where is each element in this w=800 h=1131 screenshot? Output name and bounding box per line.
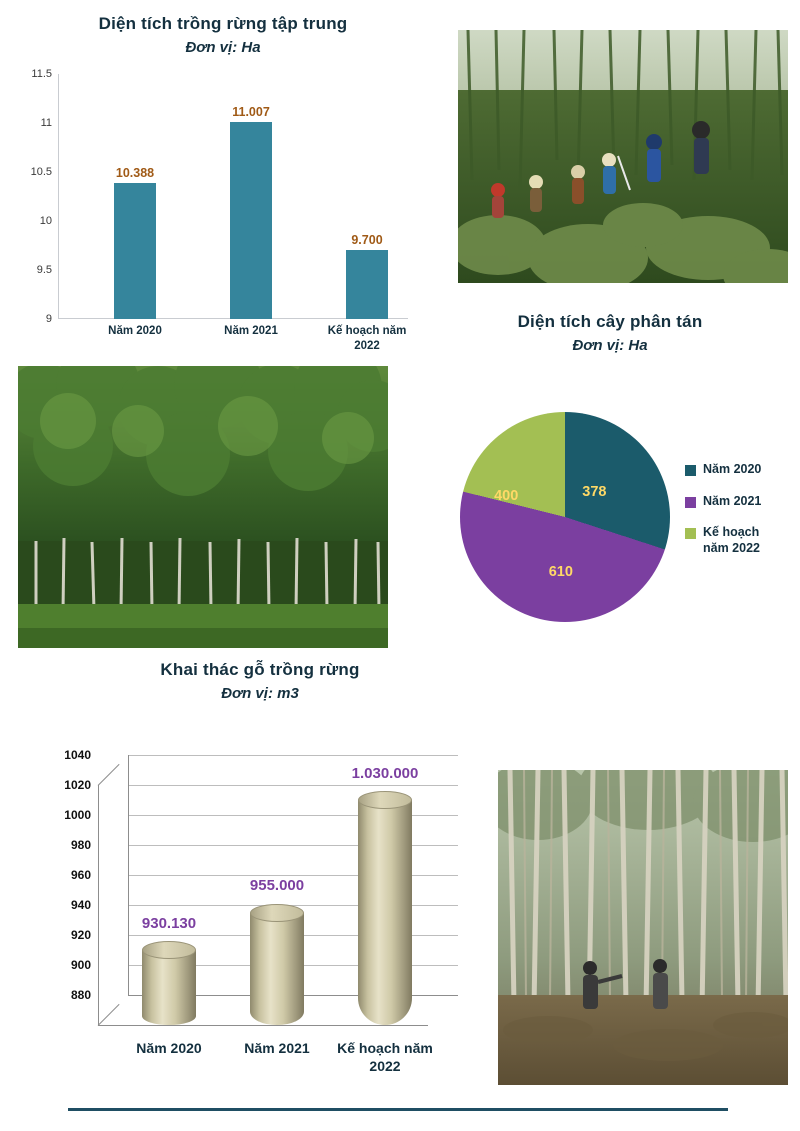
legend-item[interactable] <box>685 494 783 510</box>
chart1-bar-label: 10.388 <box>115 166 155 180</box>
chart2-slice-value: 378 <box>582 483 607 500</box>
footer-divider <box>68 1108 728 1111</box>
legend-item[interactable] <box>685 462 783 478</box>
chart3-subtitle: Đơn vị: m3 <box>221 685 299 702</box>
chart-planted-forest-area <box>18 14 428 364</box>
chart3-ytick: 900 <box>70 958 91 972</box>
chart1-subtitle: Đơn vị: Ha <box>185 39 261 56</box>
chart1-x-label: Kế hoạch năm 2022 <box>327 325 407 352</box>
chart3-baseline <box>98 1025 428 1026</box>
chart1-ytick: 10 <box>39 215 52 227</box>
chart3-bar-label: 930.130 <box>141 915 197 932</box>
chart3-plot-area <box>64 748 468 1074</box>
chart3-title: Khai thác gỗ trồng rừng <box>160 660 360 679</box>
chart3-x-label: Năm 2021 <box>244 1040 310 1056</box>
chart2-subtitle: Đơn vị: Ha <box>572 337 648 354</box>
chart1-ytick: 9 <box>45 313 52 325</box>
chart3-bar-body <box>142 950 196 1025</box>
chart3-y-axis-front <box>98 785 99 1025</box>
chart-scattered-tree-area <box>420 312 800 657</box>
chart3-bar[interactable] <box>358 800 412 1025</box>
chart1-ytick: 11 <box>40 117 52 129</box>
chart3-x-label: Năm 2020 <box>136 1040 202 1056</box>
photo-forest-workers-image <box>458 30 788 283</box>
chart1-bar-label: 11.007 <box>232 105 270 119</box>
chart3-ytick: 960 <box>70 868 91 882</box>
chart3-ytick: 1040 <box>64 748 91 762</box>
chart1-x-label: Năm 2021 <box>224 325 278 337</box>
photo-forest-canopy <box>18 366 388 648</box>
chart2-title: Diện tích cây phân tán <box>517 312 703 331</box>
chart2-legend <box>685 462 783 573</box>
chart3-bar-top-ellipse <box>250 904 304 922</box>
chart3-depth-line <box>98 1004 120 1026</box>
chart1-bar[interactable] <box>346 250 388 319</box>
chart1-x-label: Năm 2020 <box>108 325 162 337</box>
chart1-plot-area <box>30 68 408 352</box>
chart3-ytick: 980 <box>70 838 91 852</box>
chart1-ytick: 10.5 <box>30 166 52 178</box>
chart-timber-harvest <box>20 660 490 1090</box>
chart3-y-axis <box>128 755 129 995</box>
chart1-ytick: 9.5 <box>36 264 52 276</box>
chart3-bar-body <box>358 800 412 1025</box>
chart3-ytick: 920 <box>70 928 91 942</box>
photo-forest-visitors <box>498 770 788 1085</box>
legend-label: Kế hoạch năm 2022 <box>703 525 760 555</box>
chart1-ytick: 11.5 <box>31 68 52 80</box>
chart3-bar[interactable] <box>250 913 304 1025</box>
legend-label: Năm 2020 <box>703 462 762 476</box>
chart3-ytick: 880 <box>70 988 91 1002</box>
chart3-bar-top-ellipse <box>142 941 196 959</box>
legend-swatch-icon <box>685 465 696 476</box>
chart3-gridline <box>128 755 458 756</box>
chart3-bar-label: 1.030.000 <box>351 765 419 782</box>
chart3-bar-body <box>250 913 304 1025</box>
chart2-slice-value: 400 <box>494 488 519 504</box>
legend-swatch-icon <box>685 497 696 508</box>
chart3-gridline <box>128 785 458 786</box>
chart3-bar-label: 955.000 <box>249 877 305 894</box>
chart2-pie[interactable] <box>460 412 670 622</box>
chart3-ytick: 940 <box>70 898 91 912</box>
legend-label: Năm 2021 <box>703 493 762 508</box>
chart3-bar[interactable] <box>142 950 196 1025</box>
chart3-bar-top-ellipse <box>358 791 412 809</box>
chart3-x-label: Kế hoạch năm 2022 <box>337 1040 433 1074</box>
legend-swatch-icon <box>685 528 696 539</box>
chart1-bar[interactable] <box>114 183 156 319</box>
chart3-ytick: 1000 <box>64 808 91 822</box>
chart3-ytick: 1020 <box>64 778 91 792</box>
chart1-y-axis <box>58 74 59 319</box>
photo-forest-canopy-image <box>18 366 388 648</box>
chart2-slice-value: 610 <box>548 563 573 580</box>
chart3-depth-line <box>98 764 120 786</box>
chart1-title: Diện tích trồng rừng tập trung <box>98 14 348 33</box>
photo-forest-visitors-image <box>498 770 788 1085</box>
photo-forest-workers <box>458 30 788 283</box>
legend-item[interactable] <box>685 525 783 556</box>
chart1-bar-label: 9.700 <box>351 233 383 247</box>
chart1-bar[interactable] <box>230 122 272 319</box>
